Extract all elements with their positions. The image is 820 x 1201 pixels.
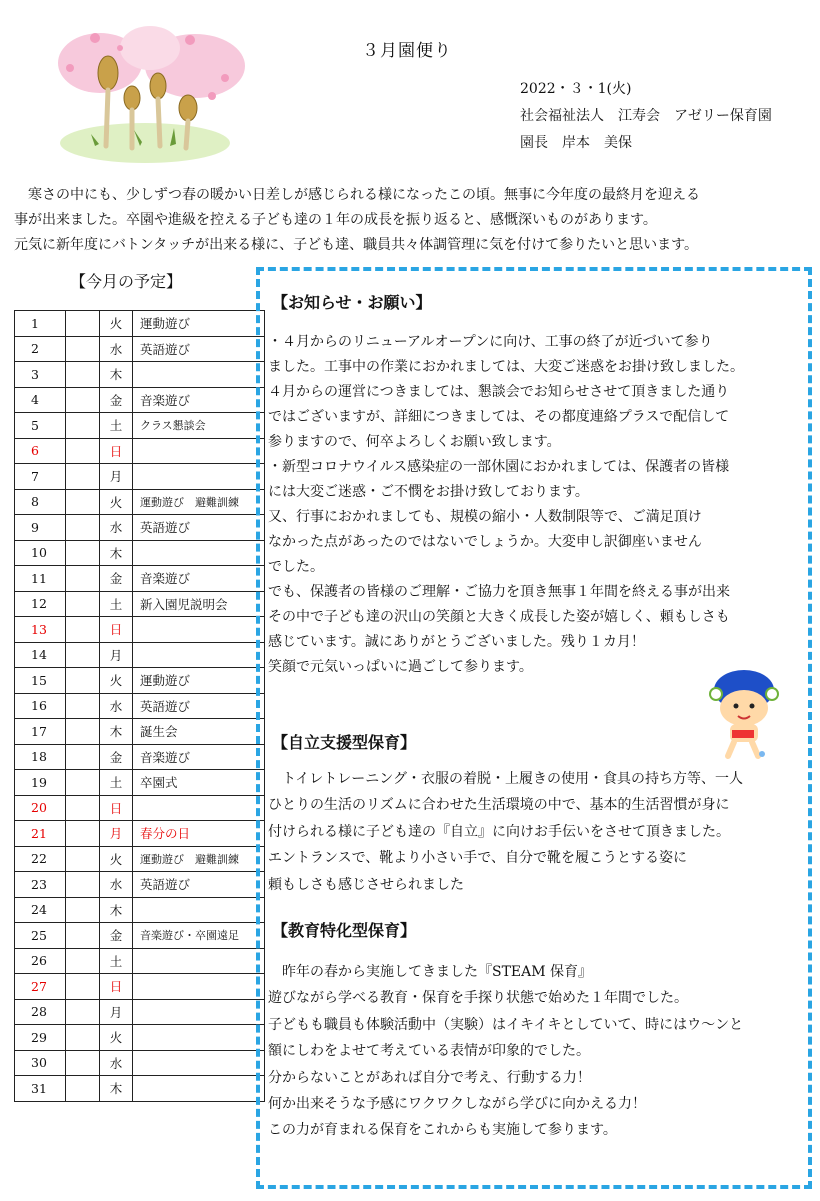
schedule-blank-cell <box>66 872 100 898</box>
schedule-weekday: 木 <box>100 362 133 388</box>
schedule-day: 2 <box>15 336 66 362</box>
director-name: 園長 岸本 美保 <box>520 135 632 151</box>
page-title: ３月園便り <box>362 41 452 61</box>
schedule-day: 30 <box>15 1050 66 1076</box>
notice-line: ました。工事中の作業におかれましては、大変ご迷惑をお掛け致しました。 <box>268 359 744 375</box>
schedule-event <box>133 999 265 1025</box>
education-line: 子どもも職員も体験活動中（実験）はイキイキとしていて、時にはウ～ンと <box>268 1016 744 1033</box>
schedule-day: 4 <box>15 387 66 413</box>
schedule-blank-cell <box>66 362 100 388</box>
schedule-weekday: 火 <box>100 668 133 694</box>
education-heading: 【教育特化型保育】 <box>272 921 417 940</box>
schedule-row <box>15 719 265 745</box>
notice-line: には大変ご迷惑・ご不憫をお掛け致しております。 <box>268 484 589 500</box>
schedule-row <box>15 362 265 388</box>
schedule-weekday: 水 <box>100 1050 133 1076</box>
intro-paragraph <box>14 183 814 258</box>
schedule-event <box>133 948 265 974</box>
intro-line: 寒さの中にも、少しずつ春の暖かい日差しが感じられる様になったこの頃。無事に今年度の最終月を迎える <box>14 187 700 203</box>
schedule-weekday: 日 <box>100 438 133 464</box>
organization-name: 社会福祉法人 江寿会 アゼリー保育園 <box>520 108 772 124</box>
schedule-day: 26 <box>15 948 66 974</box>
schedule-event: 音楽遊び <box>133 744 265 770</box>
schedule-day: 21 <box>15 821 66 847</box>
schedule-weekday: 日 <box>100 974 133 1000</box>
support-line: 付けられる様に子ども達の『自立』に向けお手伝いをさせて頂きました。 <box>268 823 730 840</box>
schedule-blank-cell <box>66 617 100 643</box>
notice-line: ・新型コロナウイルス感染症の一部休園におかれましては、保護者の皆様 <box>268 459 730 475</box>
notice-line: でも、保護者の皆様のご理解・ご協力を頂き無事１年間を終える事が出来 <box>268 584 730 600</box>
schedule-weekday: 金 <box>100 744 133 770</box>
schedule-blank-cell <box>66 719 100 745</box>
schedule-blank-cell <box>66 540 100 566</box>
schedule-day: 24 <box>15 897 66 923</box>
schedule-event: 春分の日 <box>133 821 265 847</box>
schedule-event: 英語遊び <box>133 872 265 898</box>
schedule-weekday: 日 <box>100 617 133 643</box>
schedule-event: 卒園式 <box>133 770 265 796</box>
schedule-weekday: 土 <box>100 948 133 974</box>
schedule-blank-cell <box>66 515 100 541</box>
schedule-blank-cell <box>66 693 100 719</box>
schedule-day: 29 <box>15 1025 66 1051</box>
schedule-event <box>133 438 265 464</box>
schedule-event <box>133 897 265 923</box>
notices-heading: 【お知らせ・お願い】 <box>272 293 432 312</box>
spring-illustration <box>40 18 260 168</box>
schedule-blank-cell <box>66 770 100 796</box>
education-line: 額にしわをよせて考えている表情が印象的でした。 <box>268 1043 590 1060</box>
schedule-blank-cell <box>66 1076 100 1102</box>
schedule-blank-cell <box>66 464 100 490</box>
schedule-blank-cell <box>66 821 100 847</box>
schedule-day: 1 <box>15 311 66 337</box>
schedule-row <box>15 566 265 592</box>
schedule-day: 13 <box>15 617 66 643</box>
support-line: 頼もしさも感じさせられました <box>268 876 464 893</box>
schedule-blank-cell <box>66 336 100 362</box>
schedule-event: 運動遊び 避難訓練 <box>133 846 265 872</box>
schedule-event: 英語遊び <box>133 693 265 719</box>
schedule-blank-cell <box>66 795 100 821</box>
support-line: エントランスで、靴より小さい手で、自分で靴を履こうとする姿に <box>268 850 688 867</box>
notices-body <box>268 330 744 680</box>
schedule-blank-cell <box>66 311 100 337</box>
schedule-row <box>15 1050 265 1076</box>
horsetail-blossom-icon <box>40 18 260 168</box>
intro-line: 元気に新年度にバトンタッチが出来る様に、子ども達、職員共々体調管理に気を付けて参りたいと思います。 <box>14 237 699 253</box>
schedule-day: 18 <box>15 744 66 770</box>
education-body <box>268 959 743 1144</box>
schedule-day: 22 <box>15 846 66 872</box>
schedule-day: 8 <box>15 489 66 515</box>
schedule-event <box>133 974 265 1000</box>
schedule-weekday: 木 <box>100 897 133 923</box>
toddler-illustration <box>700 668 780 760</box>
schedule-row <box>15 770 265 796</box>
notice-line: 参りますので、何卒よろしくお願い致します。 <box>268 434 561 450</box>
schedule-blank-cell <box>66 1025 100 1051</box>
schedule-row <box>15 693 265 719</box>
schedule-weekday: 水 <box>100 515 133 541</box>
schedule-row <box>15 821 265 847</box>
schedule-event: 音楽遊び・卒園遠足 <box>133 923 265 949</box>
schedule-event <box>133 1076 265 1102</box>
schedule-row <box>15 413 265 439</box>
schedule-event <box>133 642 265 668</box>
schedule-day: 25 <box>15 923 66 949</box>
schedule-weekday: 火 <box>100 311 133 337</box>
schedule-weekday: 火 <box>100 1025 133 1051</box>
schedule-row <box>15 923 265 949</box>
schedule-row <box>15 897 265 923</box>
schedule-day: 28 <box>15 999 66 1025</box>
schedule-weekday: 日 <box>100 795 133 821</box>
notice-line: ではございますが、詳細につきましては、その都度連絡プラスで配信して <box>268 409 730 425</box>
schedule-row <box>15 795 265 821</box>
support-body <box>268 766 743 898</box>
schedule-event: クラス懇談会 <box>133 413 265 439</box>
notice-line: 笑顔で元気いっぱいに過ごして参ります。 <box>268 659 533 675</box>
schedule-event <box>133 1025 265 1051</box>
schedule-blank-cell <box>66 846 100 872</box>
schedule-event: 誕生会 <box>133 719 265 745</box>
schedule-weekday: 水 <box>100 693 133 719</box>
schedule-event <box>133 795 265 821</box>
schedule-row <box>15 872 265 898</box>
schedule-day: 6 <box>15 438 66 464</box>
schedule-row <box>15 438 265 464</box>
schedule-weekday: 木 <box>100 540 133 566</box>
notice-line: なかった点があったのではないでしょうか。大変申し訳御座いません <box>268 534 702 550</box>
schedule-blank-cell <box>66 999 100 1025</box>
schedule-weekday: 木 <box>100 1076 133 1102</box>
schedule-day: 20 <box>15 795 66 821</box>
schedule-weekday: 火 <box>100 846 133 872</box>
schedule-day: 14 <box>15 642 66 668</box>
toddler-icon <box>700 668 780 760</box>
schedule-day: 16 <box>15 693 66 719</box>
schedule-day: 11 <box>15 566 66 592</box>
schedule-day: 12 <box>15 591 66 617</box>
schedule-title: 【今月の予定】 <box>70 272 183 291</box>
schedule-blank-cell <box>66 1050 100 1076</box>
schedule-event: 音楽遊び <box>133 566 265 592</box>
schedule-row <box>15 974 265 1000</box>
schedule-blank-cell <box>66 642 100 668</box>
schedule-weekday: 金 <box>100 566 133 592</box>
schedule-event <box>133 540 265 566</box>
schedule-row <box>15 336 265 362</box>
schedule-blank-cell <box>66 387 100 413</box>
schedule-row <box>15 515 265 541</box>
intro-line: 事が出来ました。卒園や進級を控える子ども達の１年の成長を振り返ると、感慨深いものがあります。 <box>14 212 657 228</box>
schedule-row <box>15 464 265 490</box>
schedule-event: 運動遊び 避難訓練 <box>133 489 265 515</box>
schedule-day: 27 <box>15 974 66 1000</box>
schedule-event <box>133 362 265 388</box>
schedule-day: 19 <box>15 770 66 796</box>
schedule-day: 3 <box>15 362 66 388</box>
schedule-weekday: 月 <box>100 642 133 668</box>
notice-line: でした。 <box>268 559 324 575</box>
schedule-row <box>15 744 265 770</box>
schedule-blank-cell <box>66 566 100 592</box>
schedule-blank-cell <box>66 897 100 923</box>
schedule-event: 運動遊び <box>133 311 265 337</box>
schedule-weekday: 土 <box>100 413 133 439</box>
issue-date: 2022・３・1(火) <box>520 81 632 97</box>
schedule-blank-cell <box>66 948 100 974</box>
schedule-row <box>15 668 265 694</box>
schedule-blank-cell <box>66 744 100 770</box>
schedule-weekday: 土 <box>100 770 133 796</box>
schedule-day: 15 <box>15 668 66 694</box>
schedule-event: 音楽遊び <box>133 387 265 413</box>
support-heading: 【自立支援型保育】 <box>272 733 417 752</box>
schedule-blank-cell <box>66 591 100 617</box>
schedule-day: 7 <box>15 464 66 490</box>
schedule-weekday: 土 <box>100 591 133 617</box>
schedule-weekday: 月 <box>100 999 133 1025</box>
schedule-row <box>15 617 265 643</box>
schedule-day: 10 <box>15 540 66 566</box>
schedule-event <box>133 464 265 490</box>
schedule-weekday: 水 <box>100 336 133 362</box>
schedule-row <box>15 540 265 566</box>
schedule-day: 9 <box>15 515 66 541</box>
schedule-blank-cell <box>66 438 100 464</box>
support-line: トイレトレーニング・衣服の着脱・上履きの使用・食具の持ち方等、一人 <box>268 771 744 787</box>
notice-line: ・４月からのリニューアルオープンに向け、工事の終了が近づいて参り <box>268 334 713 350</box>
schedule-event <box>133 1050 265 1076</box>
schedule-weekday: 月 <box>100 821 133 847</box>
schedule-event: 運動遊び <box>133 668 265 694</box>
notice-line: その中で子ども達の沢山の笑顔と大きく成長した姿が嬉しく、頼もしさも <box>268 609 730 625</box>
schedule-event <box>133 617 265 643</box>
schedule-event: 新入園児説明会 <box>133 591 265 617</box>
schedule-row <box>15 1025 265 1051</box>
education-line: 分からないことがあれば自分で考え、行動する力！ <box>268 1069 591 1086</box>
schedule-blank-cell <box>66 974 100 1000</box>
schedule-day: 17 <box>15 719 66 745</box>
schedule-row <box>15 591 265 617</box>
schedule-weekday: 火 <box>100 489 133 515</box>
notice-line: 感じています。誠にありがとうございました。残り１カ月！ <box>268 634 645 650</box>
schedule-table <box>14 310 265 1102</box>
schedule-row <box>15 489 265 515</box>
schedule-day: 31 <box>15 1076 66 1102</box>
schedule-weekday: 金 <box>100 387 133 413</box>
schedule-weekday: 水 <box>100 872 133 898</box>
schedule-blank-cell <box>66 413 100 439</box>
schedule-blank-cell <box>66 923 100 949</box>
education-line: この力が育まれる保育をこれからも実施して参ります。 <box>268 1122 617 1139</box>
schedule-row <box>15 1076 265 1102</box>
schedule-weekday: 木 <box>100 719 133 745</box>
schedule-row <box>15 948 265 974</box>
schedule-row <box>15 999 265 1025</box>
schedule-weekday: 金 <box>100 923 133 949</box>
education-line: 何か出来そうな予感にワクワクしながら学びに向かえる力！ <box>268 1095 646 1112</box>
schedule-row <box>15 642 265 668</box>
schedule-event: 英語遊び <box>133 336 265 362</box>
support-line: ひとりの生活のリズムに合わせた生活環境の中で、基本的生活習慣が身に <box>268 797 730 814</box>
schedule-row <box>15 311 265 337</box>
notice-line: 又、行事におかれましても、規模の縮小・人数制限等で、ご満足頂け <box>268 509 702 525</box>
schedule-day: 23 <box>15 872 66 898</box>
notice-line: ４月からの運営につきましては、懇談会でお知らせさせて頂きました通り <box>268 384 730 400</box>
schedule-day: 5 <box>15 413 66 439</box>
schedule-event: 英語遊び <box>133 515 265 541</box>
schedule-row <box>15 387 265 413</box>
education-line: 遊びながら学べる教育・保育を手探り状態で始めた１年間でした。 <box>268 990 688 1007</box>
schedule-row <box>15 846 265 872</box>
schedule-blank-cell <box>66 489 100 515</box>
schedule-weekday: 月 <box>100 464 133 490</box>
education-line: 昨年の春から実施してきました『STEAM 保育』 <box>268 964 593 980</box>
schedule-blank-cell <box>66 668 100 694</box>
